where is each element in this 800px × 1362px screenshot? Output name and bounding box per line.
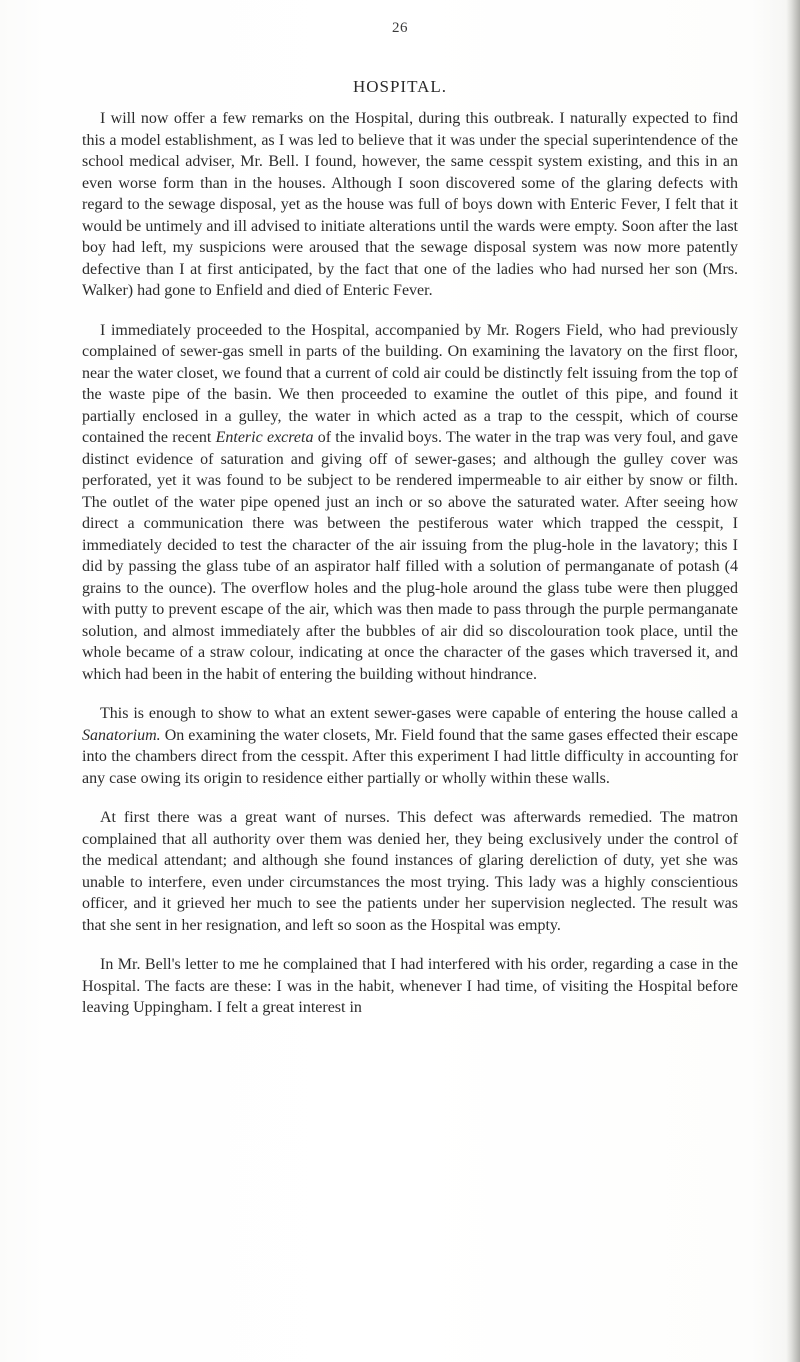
section-title: HOSPITAL. xyxy=(352,77,448,96)
paragraph-1: I will now offer a few remarks on the Hospital, during this outbreak. I naturally expected to find this a model establishment, as I was led to believe that it was under the special superintendence of the school medical adviser, Mr. Bell. I found, however, the same cesspit system existing, and this in an even worse form than in the houses. Although I soon discovered some of the glaring defects with regard to the sewage disposal, yet as the house was full of boys down with Enteric Fever, I felt that it would be untimely and ill advised to initiate alterations until the wards were empty. Soon after the last boy had left, my suspicions were aroused that the sewage disposal system was now more patently defective than I at first anticipated, by the fact that one of the ladies who had nursed her son (Mrs. Walker) had gone to Enfield and died of Enteric Fever. xyxy=(82,110,738,299)
paragraph-3 xyxy=(82,703,738,789)
paragraph-4: At first there was a great want of nurses. This defect was afterwards remedied. The matron complained that all authority over them was denied her, they being exclusively under the control of the medical attendant; and although she found instances of glaring dereliction of duty, yet she was unable to interfere, even under circumstances the most trying. This lady was a highly conscientious officer, and it grieved her much to see the patients under her supervision neglected. The result was that she sent in her resignation, and left so soon as the Hospital was empty. xyxy=(82,809,738,934)
body-text xyxy=(82,108,738,1019)
paragraph-2 xyxy=(82,320,738,686)
paragraph-3-part-2: On examining the water closets, Mr. Field found that the same gases effected their escape into the chambers direct from the cesspit. After this experiment I had little difficulty in accounting for any case owing its origin to residence either partially or wholly within these walls. xyxy=(82,726,738,787)
page-number: 26 xyxy=(392,20,408,36)
paragraph-2-part-1: I immediately proceeded to the Hospital, accompanied by Mr. Rogers Field, who had previously complained of sewer-gas smell in parts of the building. On examining the lavatory on the first floor, near the water closet, we found that a current of cold air could be distinctly felt issuing from the top of the waste pipe of the basin. We then proceeded to examine the outlet of this pipe, and found it partially enclosed in a gulley, the water in which acted as a trap to the cesspit, which of course contained the recent xyxy=(82,321,738,446)
paragraph-2-italic: Enteric excreta xyxy=(215,429,314,446)
paragraph-5: In Mr. Bell's letter to me he complained that I had interfered with his order, regarding a case in the Hospital. The facts are these: I was in the habit, whenever I had time, of visiting the Hospital before leaving Uppingham. I felt a great interest in xyxy=(82,956,738,1016)
paragraph-3-italic: Sanatorium. xyxy=(82,726,161,744)
paragraph-2-part-2: of the invalid boys. The water in the trap was very foul, and gave distinct evidence of saturation and giving off of sewer-gases; and although the gulley cover was perforated, yet it was found to be subject to be rendered impermeable to air either by snow or filth. The outlet of the water pipe opened just an inch or so above the saturated water. After seeing how direct a communication there was between the pestiferous water which trapped the cesspit, I immediately decided to test the character of the air issuing from the plug-hole in the lavatory; this I did by passing the glass tube of an aspirator half filled with a solution of permanganate of potash (4 grains to the ounce). The overflow holes and the plug-hole around the glass tube were then plugged with putty to prevent escape of the air, which was then made to pass through the purple permanganate solution, and almost immediately after the bubbles of air did so discolouration took place, until the whole became of a straw colour, indicating at once the character of the gases which traversed it, and which had been in the habit of entering the building without hindrance. xyxy=(82,429,739,683)
paragraph-3-part-1: This is enough to show to what an extent sewer-gases were capable of entering the house called a xyxy=(100,705,738,722)
page-edge-shadow xyxy=(786,0,800,1362)
